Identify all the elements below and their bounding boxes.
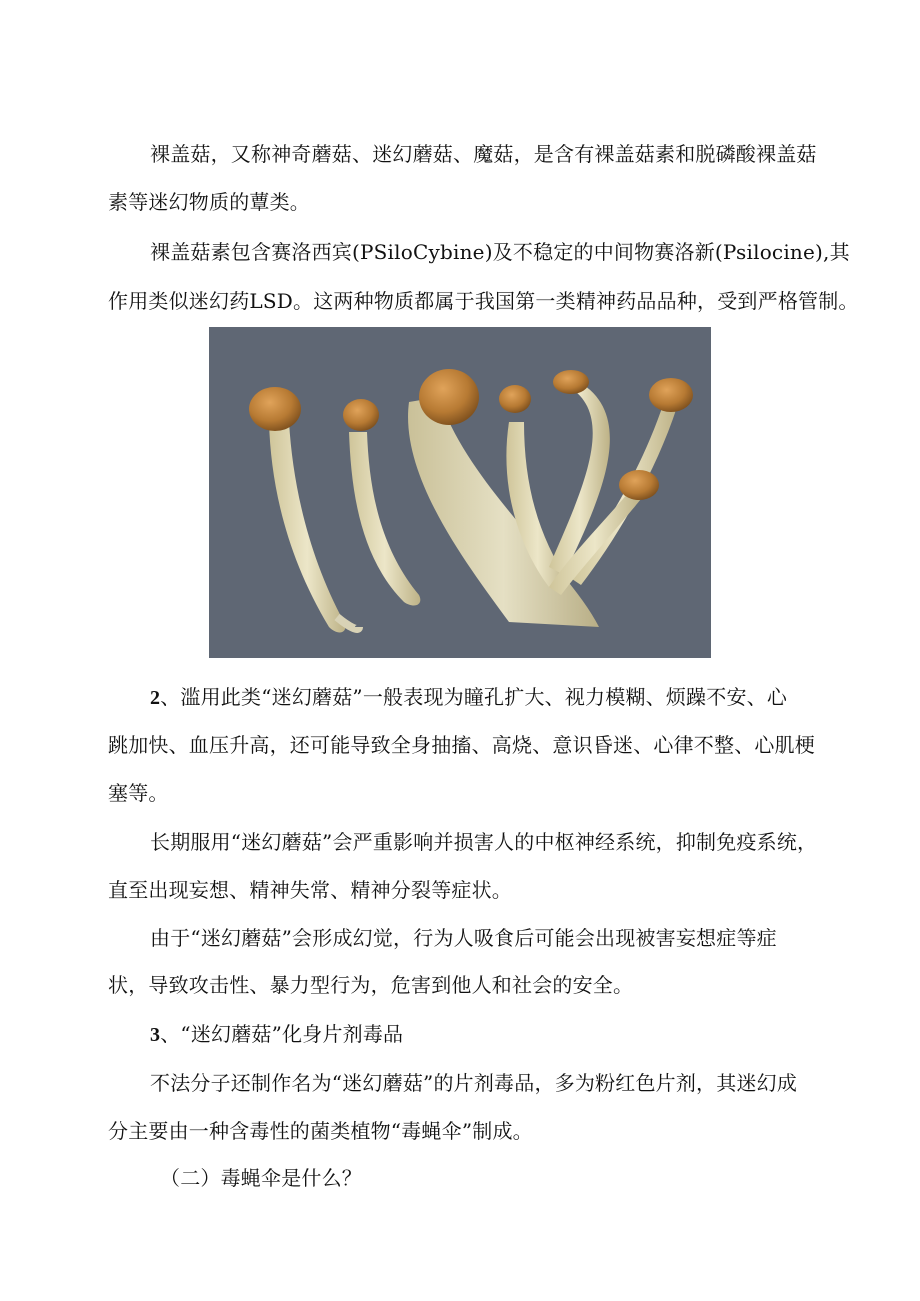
mushroom-photo bbox=[209, 327, 711, 658]
p3-line2: 跳加快、血压升高，还可能导致全身抽搐、高烧、意识昏迷、心律不整、心肌梗 bbox=[108, 733, 815, 757]
mushroom-illustration bbox=[209, 327, 711, 658]
p6-line1: 不法分子还制作名为“迷幻蘑菇”的片剂毒品，多为粉红色片剂，其迷幻成 bbox=[150, 1071, 798, 1095]
heading-number: 3 bbox=[150, 1024, 161, 1046]
p5-line1: 由于“迷幻蘑菇”会形成幻觉，行为人吸食后可能会出现被害妄想症等症 bbox=[150, 926, 777, 950]
p1-line1: 裸盖菇，又称神奇蘑菇、迷幻蘑菇、魔菇，是含有裸盖菇素和脱磷酸裸盖菇 bbox=[150, 142, 817, 166]
p3-line3: 塞等。 bbox=[108, 781, 169, 805]
p4-line1: 长期服用“迷幻蘑菇”会严重影响并损害人的中枢神经系统，抑制免疫系统， bbox=[150, 830, 818, 854]
p3-line1-text: 、滥用此类“迷幻蘑菇”一般表现为瞳孔扩大、视力模糊、烦躁不安、心 bbox=[160, 685, 788, 709]
p1-line2: 素等迷幻物质的蕈类。 bbox=[108, 190, 310, 214]
p3-line1 bbox=[150, 681, 787, 710]
p2-line1: 裸盖菇素包含赛洛西宾(PSiloCybine)及不稳定的中间物赛洛新(Psilocine),其 bbox=[150, 240, 850, 264]
p5-line2: 状，导致攻击性、暴力型行为，危害到他人和社会的安全。 bbox=[108, 973, 634, 997]
subsection-heading: （二）毒蝇伞是什么？ bbox=[160, 1166, 362, 1190]
item-number: 2 bbox=[150, 687, 161, 709]
section-heading-3 bbox=[150, 1018, 403, 1047]
p6-line2: 分主要由一种含毒性的菌类植物“毒蝇伞”制成。 bbox=[108, 1119, 533, 1143]
heading-text: 、“迷幻蘑菇”化身片剂毒品 bbox=[160, 1022, 404, 1046]
p2-line2: 作用类似迷幻药LSD。这两种物质都属于我国第一类精神药品品种，受到严格管制。 bbox=[108, 289, 859, 313]
p4-line2: 直至出现妄想、精神失常、精神分裂等症状。 bbox=[108, 878, 512, 902]
